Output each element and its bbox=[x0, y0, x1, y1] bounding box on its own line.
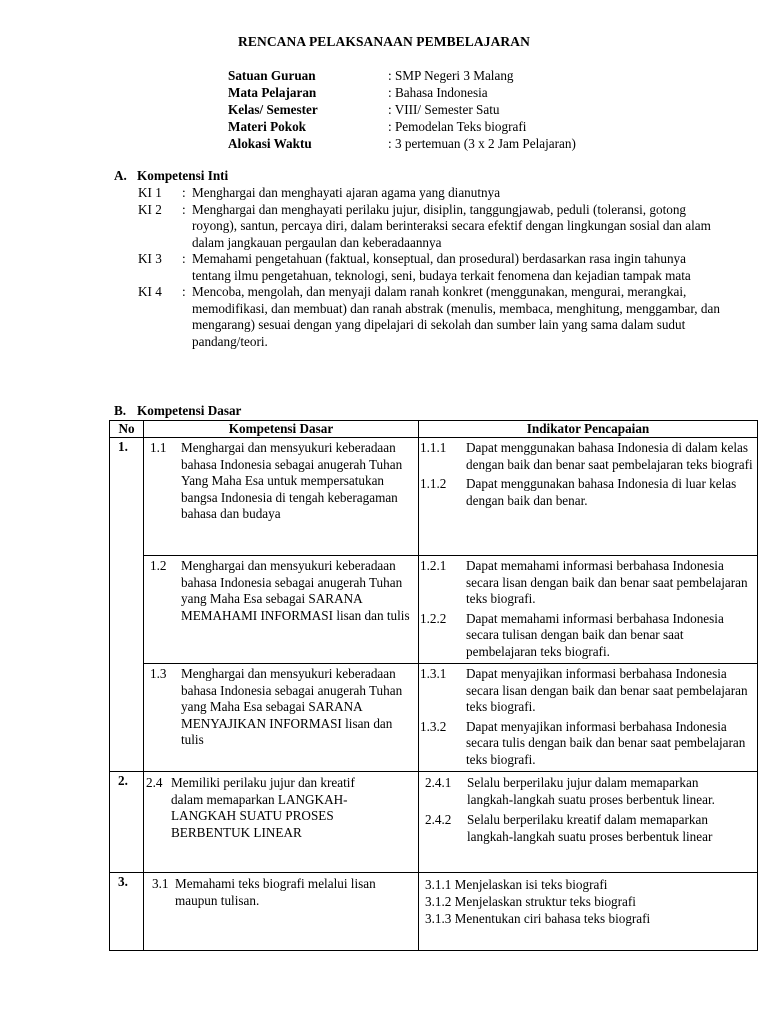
kd-text: Menghargai dan mensyukuri keberadaan bahasa Indonesia sebagai anugerah Tuhan Yang Maha Esa untuk mempersatukan bangsa Indonesia di tengah keberagaman bahasa dan budaya bbox=[181, 440, 403, 521]
table-row bbox=[110, 664, 758, 772]
ki-item: KI 3 : Memahami pengetahuan (faktual, konseptual, dan prosedural) berdasarkan rasa ingin tahunya tentang ilmu pengetahuan, teknologi, seni, budaya terkait fenomena dan kejadian tampak mata bbox=[138, 251, 724, 284]
meta-value: : VIII/ Semester Satu bbox=[388, 102, 500, 117]
ki-code: KI 4 bbox=[138, 284, 162, 299]
kd-text: Menghargai dan mensyukuri keberadaan bahasa Indonesia sebagai anugerah Tuhan yang Maha Esa sebagai SARANA MENYAJIKAN INFORMASI lisan dan tulis bbox=[181, 666, 403, 747]
indicator-text: Dapat menggunakan bahasa Indonesia di dalam kelas dengan baik dan benar saat pembelajaran teks biografi bbox=[466, 440, 753, 472]
meta-value: : 3 pertemuan (3 x 2 Jam Pelajaran) bbox=[388, 136, 576, 151]
table-row bbox=[110, 772, 758, 873]
ki-item: KI 4 : Mencoba, mengolah, dan menyaji dalam ranah konkret (menggunakan, mengurai, merangkai, memodifikasi, dan membuat) dan ranah abstrak (menulis, membaca, menghitung, menggambar, dan mengarang) sesuai dengan yang dipelajari di sekolah dan sumber lain yang sama dalam sudut pandang/teori. bbox=[138, 284, 724, 350]
kd-number: 1.2 bbox=[150, 558, 167, 573]
indicator-number: 1.1.1 bbox=[420, 440, 447, 455]
section-title: Kompetensi Dasar bbox=[137, 403, 242, 418]
section-title: Kompetensi Inti bbox=[137, 168, 229, 183]
indicator-number: 1.3.2 bbox=[420, 718, 447, 734]
kd-number: 3.1 bbox=[152, 876, 169, 891]
meta-label: Alokasi Waktu bbox=[228, 136, 312, 151]
indicator-number: 1.3.1 bbox=[420, 666, 447, 681]
meta-label: Mata Pelajaran bbox=[228, 85, 317, 100]
indicator-cell bbox=[419, 772, 758, 873]
ki-item: KI 1 : Menghargai dan menghayati ajaran agama yang dianutnya bbox=[138, 185, 724, 202]
kd-text: Menghargai dan mensyukuri keberadaan bahasa Indonesia sebagai anugerah Tuhan yang Maha Esa sebagai SARANA MEMAHAMI INFORMASI lisan dan tulis bbox=[181, 558, 410, 623]
indicator-number: 3.1.2 bbox=[425, 894, 452, 909]
meta-row-time bbox=[228, 136, 576, 153]
identity-block bbox=[228, 68, 576, 153]
indicator-text: Menjelaskan struktur teks biografi bbox=[454, 894, 636, 909]
indicator-line bbox=[425, 893, 755, 910]
meta-row-class bbox=[228, 102, 576, 119]
ki-text: Menghargai dan menghayati ajaran agama yang dianutnya bbox=[192, 185, 501, 200]
ki-text: Mencoba, mengolah, dan menyaji dalam ranah konkret (menggunakan, mengurai, merangkai, memodifikasi, dan membuat) dan ranah abstrak (menulis, membaca, menghitung, menggambar, dan mengarang) sesuai dengan yang dipelajari di sekolah dan sumber lain yang sama dalam sudut pandang/teori. bbox=[192, 284, 720, 349]
indicator-cell bbox=[419, 873, 758, 951]
kompetensi-dasar-table bbox=[109, 420, 758, 951]
indicator-text: Dapat menggunakan bahasa Indonesia di luar kelas dengan baik dan benar. bbox=[466, 476, 737, 508]
kd-number: 2.4 bbox=[146, 775, 163, 790]
kd-cell bbox=[144, 438, 419, 556]
meta-label: Materi Pokok bbox=[228, 119, 307, 134]
ki-text: Memahami pengetahuan (faktual, konseptual, dan prosedural) berdasarkan rasa ingin tahunya tentang ilmu pengetahuan, teknologi, seni, budaya terkait fenomena dan kejadian tampak mata bbox=[192, 251, 691, 283]
indicator-text: Selalu berperilaku jujur dalam memaparkan langkah-langkah suatu proses berbentuk linear. bbox=[467, 775, 715, 807]
kd-text: Memiliki perilaku jujur dan kreatif dalam memaparkan LANGKAH-LANGKAH SUATU PROSES BERBENTUK LINEAR bbox=[171, 775, 355, 840]
row-number: 2. bbox=[110, 772, 144, 873]
indicator-number: 2.4.1 bbox=[425, 775, 452, 790]
meta-label: Kelas/ Semester bbox=[228, 102, 318, 117]
table-row bbox=[110, 556, 758, 664]
indicator-number: 1.1.2 bbox=[420, 476, 447, 491]
indicator-text: Dapat menyajikan informasi berbahasa Indonesia secara lisan dengan baik dan benar saat pembelajaran teks biografi. bbox=[466, 666, 748, 714]
indicator-text: Dapat menyajikan informasi berbahasa Indonesia secara tulis dengan baik dan benar saat pembelajaran teks biografi. bbox=[466, 718, 746, 767]
column-header-indikator: Indikator Pencapaian bbox=[419, 421, 758, 438]
ki-item: KI 2 : Menghargai dan menghayati perilaku jujur, disiplin, tanggungjawab, peduli (toleransi, gotong royong), santun, percaya diri, dalam berinteraksi secara efektif dengan lingkungan sosial dan alam dalam jangkauan pergaulan dan keberadaannya bbox=[138, 202, 724, 252]
ki-text: Menghargai dan menghayati perilaku jujur, disiplin, tanggungjawab, peduli (toleransi, gotong royong), santun, percaya diri, dalam berinteraksi secara efektif dengan lingkungan sosial dan alam dalam jangkauan pergaulan dan keberadaannya bbox=[192, 201, 711, 250]
indicator-number: 2.4.2 bbox=[425, 812, 452, 827]
indicator-text: Menentukan ciri bahasa teks biografi bbox=[454, 911, 651, 926]
row-number: 1. bbox=[110, 438, 144, 772]
ki-code: KI 1 bbox=[138, 185, 162, 200]
ki-code: KI 3 bbox=[138, 251, 162, 266]
meta-row-topic bbox=[228, 119, 576, 136]
indicator-text: Menjelaskan isi teks biografi bbox=[454, 877, 608, 892]
kd-number: 1.3 bbox=[150, 666, 167, 681]
table-row bbox=[110, 873, 758, 951]
meta-row-subject bbox=[228, 85, 576, 102]
row-number: 3. bbox=[110, 873, 144, 951]
kd-number: 1.1 bbox=[150, 440, 167, 455]
table-header-row bbox=[110, 421, 758, 438]
section-kompetensi-inti bbox=[114, 168, 724, 350]
kd-text: Memahami teks biografi melalui lisan maupun tulisan. bbox=[175, 876, 376, 908]
indicator-number: 1.2.2 bbox=[420, 610, 447, 626]
indicator-text: Dapat memahami informasi berbahasa Indonesia secara lisan dengan baik dan benar saat pembelajaran teks biografi. bbox=[466, 558, 748, 606]
column-header-kompetensi: Kompetensi Dasar bbox=[144, 421, 419, 438]
section-number: B. bbox=[114, 403, 127, 418]
section-kompetensi-dasar-heading bbox=[114, 403, 241, 420]
indicator-cell bbox=[419, 438, 758, 556]
column-header-no: No bbox=[110, 421, 144, 438]
indicator-number: 1.2.1 bbox=[420, 558, 447, 573]
indicator-cell bbox=[419, 664, 758, 772]
document-title: RENCANA PELAKSANAAN PEMBELAJARAN bbox=[238, 34, 530, 49]
meta-value: : Bahasa Indonesia bbox=[388, 85, 488, 100]
section-heading bbox=[114, 168, 724, 185]
kd-cell bbox=[144, 664, 419, 772]
ki-code: KI 2 bbox=[138, 201, 162, 217]
indicator-text: Dapat memahami informasi berbahasa Indonesia secara tulisan dengan baik dan benar saat pembelajaran teks biografi. bbox=[466, 610, 724, 659]
indicator-number: 3.1.3 bbox=[425, 911, 452, 926]
indicator-text: Selalu berperilaku kreatif dalam memaparkan langkah-langkah suatu proses berbentuk linear bbox=[467, 812, 713, 844]
meta-row-school bbox=[228, 68, 576, 85]
meta-value: : SMP Negeri 3 Malang bbox=[388, 68, 514, 83]
indicator-cell bbox=[419, 556, 758, 664]
meta-label: Satuan Guruan bbox=[228, 68, 316, 83]
kd-cell bbox=[144, 556, 419, 664]
section-number: A. bbox=[114, 168, 127, 183]
kd-cell bbox=[144, 873, 419, 951]
indicator-number: 3.1.1 bbox=[425, 877, 452, 892]
meta-value: : Pemodelan Teks biografi bbox=[388, 119, 527, 134]
table-row bbox=[110, 438, 758, 556]
kd-cell bbox=[144, 772, 419, 873]
indicator-line bbox=[425, 910, 755, 927]
indicator-line bbox=[425, 876, 755, 893]
